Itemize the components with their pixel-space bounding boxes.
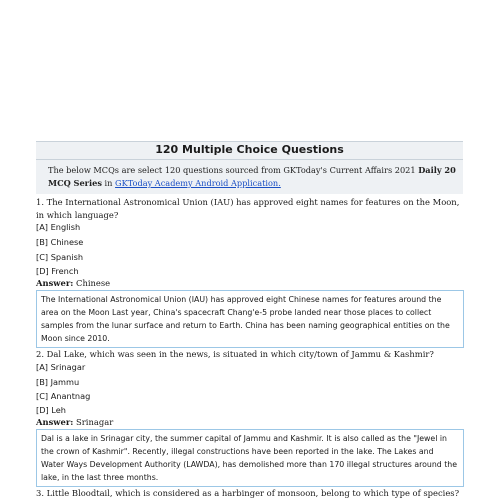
app-link[interactable]: GKToday Academy Android Application. <box>115 178 281 188</box>
question-text: 3. Little Bloodtail, which is considered as a harbinger of monsoon, belong to which type of species? <box>36 488 460 498</box>
section-header <box>36 141 463 194</box>
question-text: 1. The International Astronomical Union (IAU) has approved eight names for features on the Moon, in which language? <box>36 197 460 220</box>
header-divider <box>36 159 463 160</box>
explanation-box: Dal is a lake in Srinagar city, the summer capital of Jammu and Kashmir. It is also called as the "Jewel in the crown of Kashmir". Recently, illegal constructions have been reported in the lake. The Lakes and Water Ways Development Authority (LAWDA), has demolished more than 170 illegal structures around the lake, in the last three months. <box>36 429 464 487</box>
option: [C] Anantnag <box>36 391 91 401</box>
option: [B] Chinese <box>36 237 84 247</box>
option: [C] Spanish <box>36 252 84 262</box>
intro-text: The below MCQs are select 120 questions sourced from GKToday's Current Affairs 2021 <box>48 165 419 175</box>
intro-paragraph <box>48 164 458 190</box>
option: [B] Jammu <box>36 377 80 387</box>
explanation-box: The International Astronomical Union (IAU) has approved eight Chinese names for features around the area on the Moon Last year, China's spacecraft Chang'e-5 probe landed near those places to collect samples from the lunar surface and return to Earth. China has been naming geographical entities on the Moon since 2010. <box>36 290 464 348</box>
option: [A] Srinagar <box>36 362 86 372</box>
intro-connector: in <box>101 178 116 188</box>
answer-label: Answer: <box>36 278 74 288</box>
option: [D] French <box>36 266 79 276</box>
section-title: 120 Multiple Choice Questions <box>155 143 344 156</box>
answer-line <box>36 417 113 427</box>
intro-series-name: Daily 20 MCQ Series <box>48 165 456 188</box>
question-text: 2. Dal Lake, which was seen in the news, is situated in which city/town of Jammu & Kashmir? <box>36 349 434 359</box>
option: [D] Leh <box>36 405 66 415</box>
option: [A] English <box>36 222 81 232</box>
answer-line <box>36 278 110 288</box>
answer-value: Srinagar <box>76 417 114 427</box>
answer-label: Answer: <box>36 417 74 427</box>
answer-value: Chinese <box>76 278 111 288</box>
